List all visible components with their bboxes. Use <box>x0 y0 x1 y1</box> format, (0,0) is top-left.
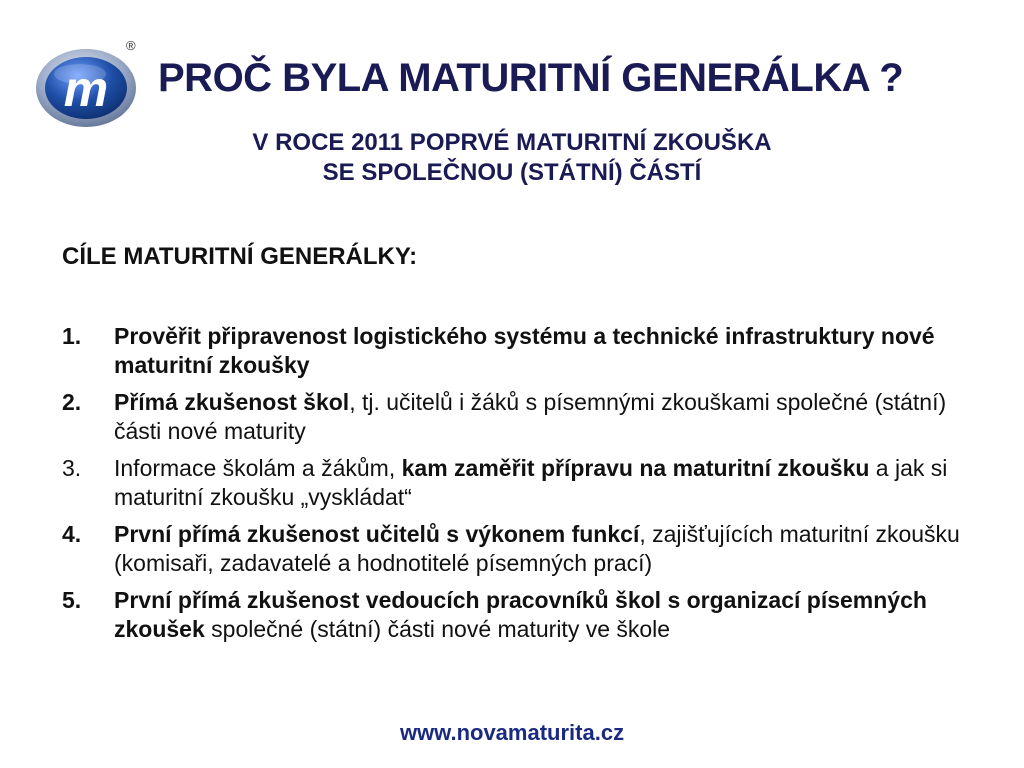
goal-number: 2. <box>62 389 82 415</box>
registered-mark: ® <box>126 38 136 53</box>
goal-item-4 <box>62 520 962 578</box>
goal-text: společné (státní) části nové maturity ve škole <box>204 616 671 642</box>
goal-item-1 <box>62 322 962 380</box>
goal-item-3 <box>62 454 962 512</box>
logo <box>34 40 144 130</box>
goal-text: , zajišťujících maturitní zkoušku (komisaři, zadavatelé a hodnotitelé písemných prací) <box>114 521 960 576</box>
goal-number: 5. <box>62 587 82 613</box>
goal-text: , tj. učitelů i žáků s písemnými zkouškami společné (státní) části nové maturity <box>114 389 947 444</box>
subtitle <box>0 128 1024 188</box>
footer-website-link[interactable]: www.novamaturita.cz <box>399 720 625 745</box>
goal-number: 1. <box>62 323 82 349</box>
svg-text:m: m <box>63 61 109 117</box>
goals-heading: CÍLE MATURITNÍ GENERÁLKY: <box>62 243 418 270</box>
goal-bold-text: Prověřit připravenost logistického systému a technické infrastruktury nové maturitní zkoušky <box>114 323 935 378</box>
goal-text: a jak si maturitní zkoušku „vyskládat“ <box>114 455 948 510</box>
goal-bold-text: První přímá zkušenost vedoucích pracovníků škol s organizací písemných zkoušek <box>114 587 927 642</box>
goal-item-5 <box>62 586 962 644</box>
goals-list <box>62 322 962 652</box>
goal-item-2 <box>62 388 962 446</box>
subtitle-line-1: V ROCE 2011 POPRVÉ MATURITNÍ ZKOUŠKA <box>252 129 772 156</box>
page-title: PROČ BYLA MATURITNÍ GENERÁLKA ? <box>158 56 904 100</box>
novamaturita-m-logo-icon <box>34 40 144 130</box>
subtitle-line-2: SE SPOLEČNOU (STÁTNÍ) ČÁSTÍ <box>322 159 702 186</box>
goal-bold-text: Přímá zkušenost škol <box>114 389 350 415</box>
goal-number: 4. <box>62 521 82 547</box>
goal-number: 3. <box>62 455 82 481</box>
goal-bold-text: kam zaměřit přípravu na maturitní zkoušku <box>401 455 870 481</box>
goal-bold-text: První přímá zkušenost učitelů s výkonem funkcí <box>114 521 640 547</box>
goal-text: Informace školám a žákům, <box>114 455 402 481</box>
